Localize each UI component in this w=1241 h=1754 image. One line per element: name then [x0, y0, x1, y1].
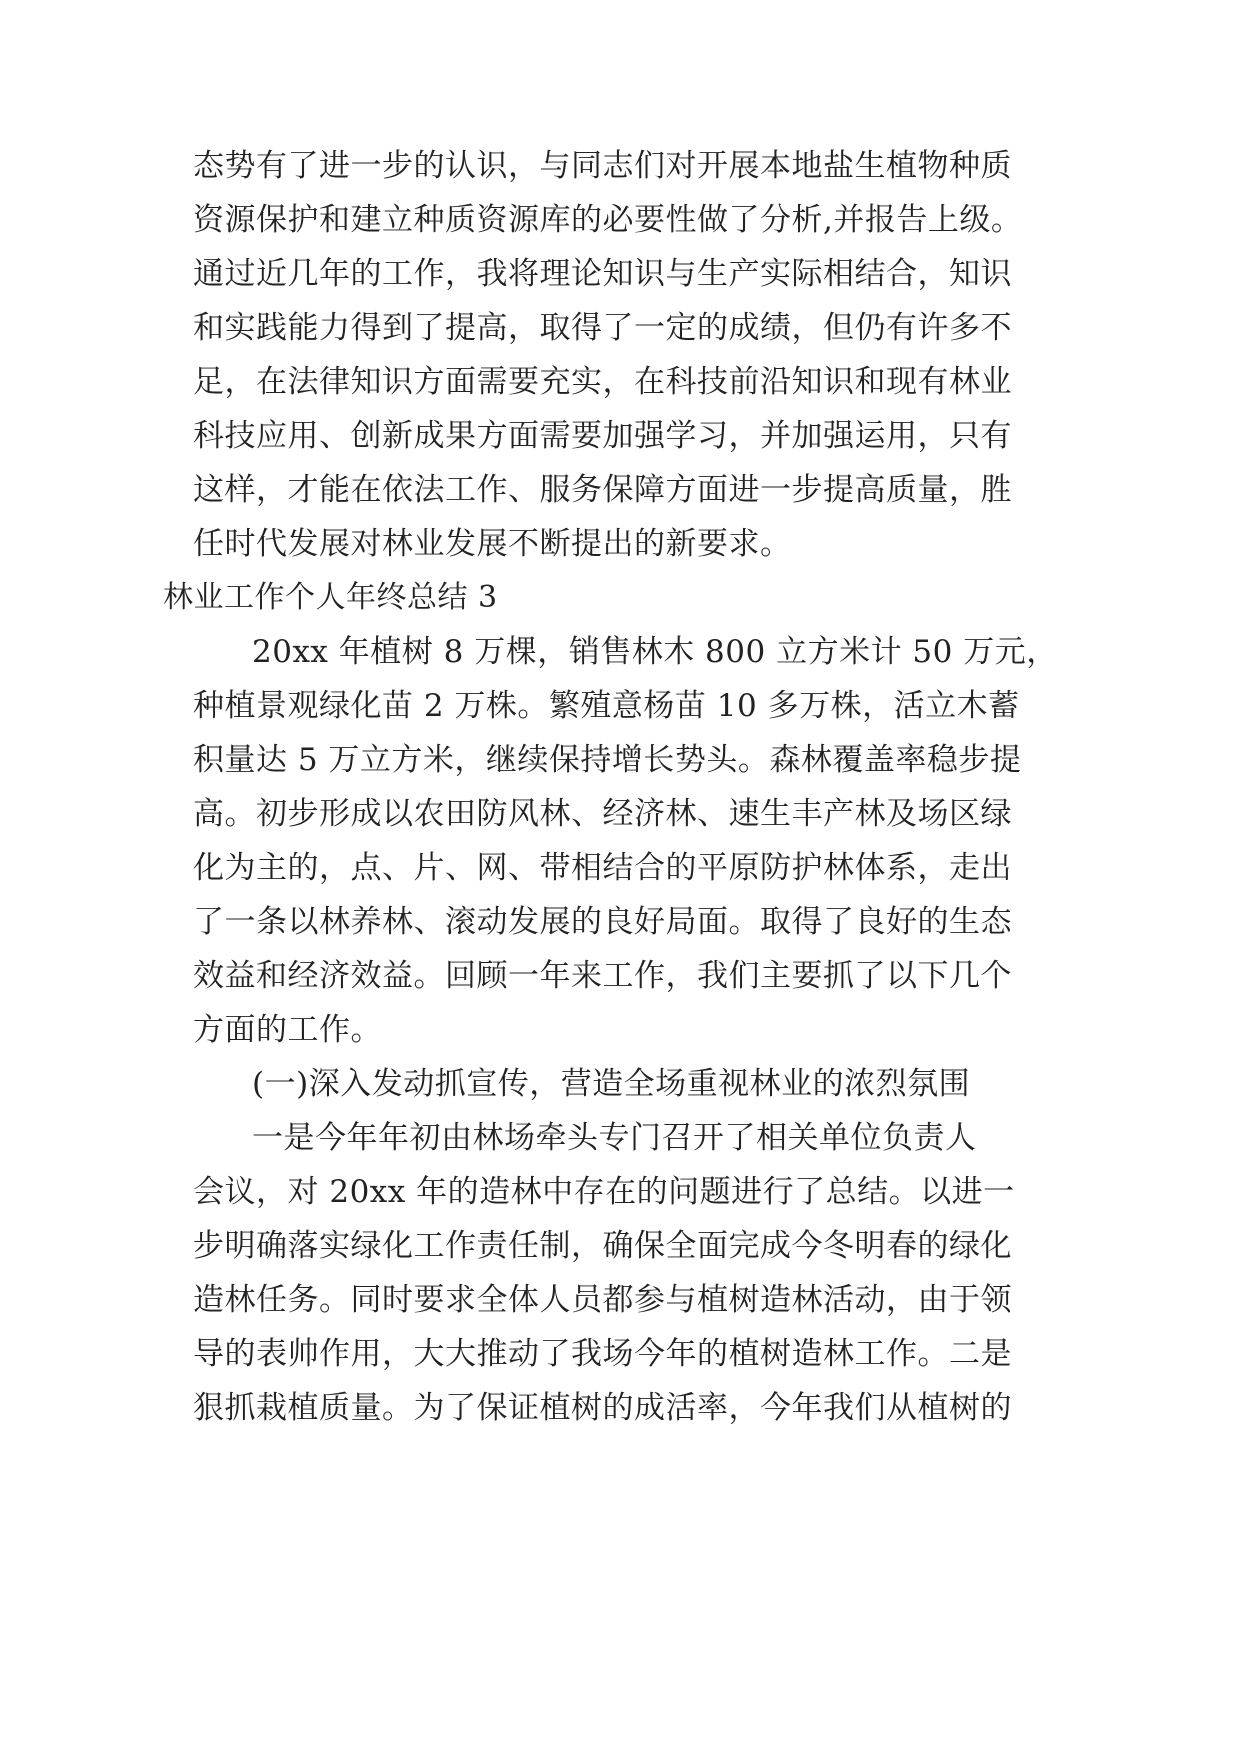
body-text-line: 方面的工作。: [193, 1012, 382, 1048]
body-text-line: 足，在法律知识方面需要充实，在科技前沿知识和现有林业: [193, 364, 1012, 400]
body-text-line: 和实践能力得到了提高，取得了一定的成绩，但仍有许多不: [193, 310, 1012, 346]
body-text-line: 科技应用、创新成果方面需要加强学习，并加强运用，只有: [193, 418, 1012, 454]
body-text-line: 这样，才能在依法工作、服务保障方面进一步提高质量，胜: [193, 472, 1012, 508]
body-text-line: 了一条以林养林、滚动发展的良好局面。取得了良好的生态: [193, 904, 1012, 940]
section-heading: 林业工作个人年终总结 3: [163, 580, 498, 615]
body-text-line: 化为主的，点、片、网、带相结合的平原防护林体系，走出: [193, 850, 1012, 886]
body-text-line: 会议，对 20xx 年的造林中存在的问题进行了总结。以进一: [193, 1174, 1015, 1210]
body-text-line: 种植景观绿化苗 2 万株。繁殖意杨苗 10 多万株，活立木蓄: [193, 688, 1020, 724]
body-text-line: 资源保护和建立种质资源库的必要性做了分析,并报告上级。: [193, 202, 1023, 238]
paragraph-first-line: 一是今年年初由林场牵头专门召开了相关单位负责人: [252, 1120, 977, 1156]
body-text-line: 积量达 5 万立方米，继续保持增长势头。森林覆盖率稳步提: [193, 742, 1022, 778]
body-text-line: 狠抓栽植质量。为了保证植树的成活率，今年我们从植树的: [193, 1390, 1012, 1426]
body-text-line: 高。初步形成以农田防风林、经济林、速生丰产林及场区绿: [193, 796, 1012, 832]
body-text-line: 效益和经济效益。回顾一年来工作，我们主要抓了以下几个: [193, 958, 1012, 994]
body-text-line: 态势有了进一步的认识，与同志们对开展本地盐生植物种质: [193, 148, 1012, 184]
subsection-heading: (一)深入发动抓宣传，营造全场重视林业的浓烈氛围: [252, 1066, 971, 1102]
body-text-line: 步明确落实绿化工作责任制，确保全面完成今冬明春的绿化: [193, 1228, 1012, 1264]
body-text-line: 任时代发展对林业发展不断提出的新要求。: [193, 526, 792, 562]
paragraph-first-line: 20xx 年植树 8 万棵，销售林木 800 立方米计 50 万元，: [252, 634, 1058, 670]
body-text-line: 通过近几年的工作，我将理论知识与生产实际相结合，知识: [193, 256, 1012, 292]
body-text-line: 造林任务。同时要求全体人员都参与植树造林活动，由于领: [193, 1282, 1012, 1318]
body-text-line: 导的表帅作用，大大推动了我场今年的植树造林工作。二是: [193, 1336, 1012, 1372]
